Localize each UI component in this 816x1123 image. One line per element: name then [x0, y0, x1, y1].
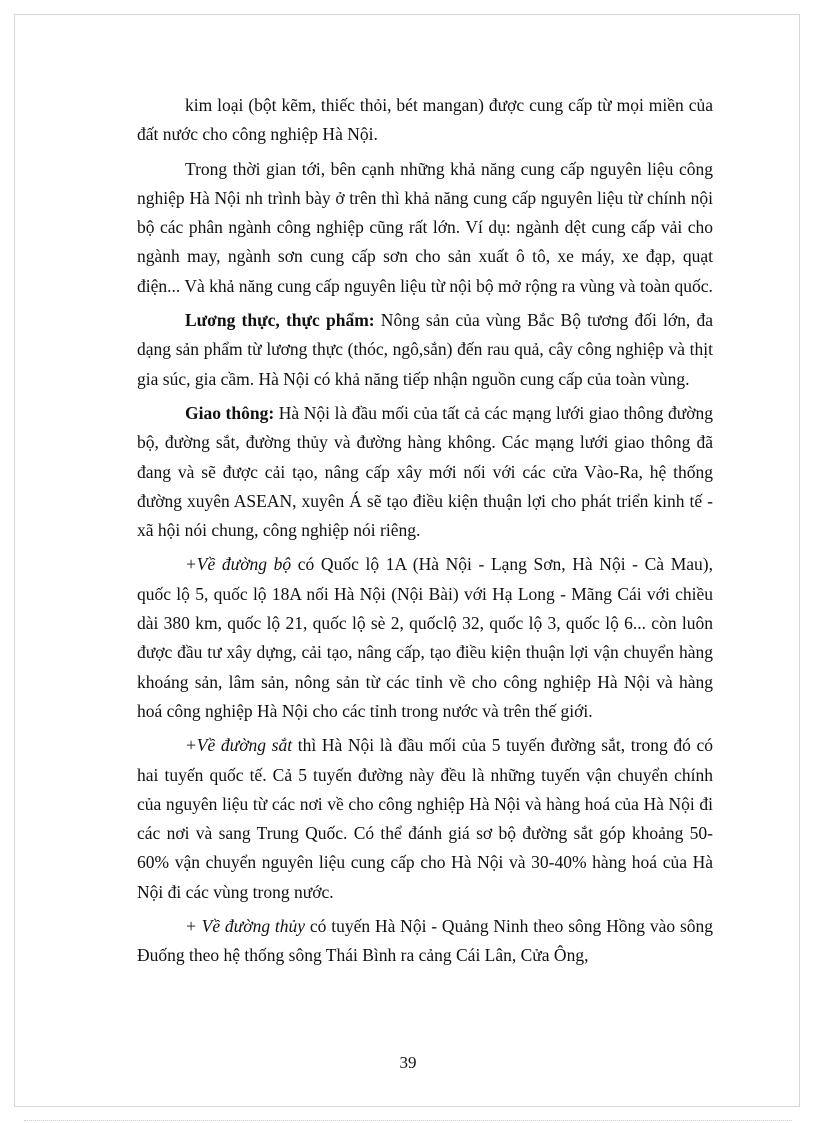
paragraph-road [137, 550, 713, 726]
section-lead-bold: Lương thực, thực phẩm: [185, 310, 375, 331]
paragraph-1 [137, 91, 713, 150]
section-lead-italic: +Về đường sắt [185, 735, 293, 756]
paragraph-text: có tuyến Hà Nội - Quảng Ninh theo sông Hồng vào sông Đuống theo hệ thống sông Thái Bình ra cảng Cái Lân, Cửa Ông, [137, 916, 713, 966]
paragraph-text: Nông sản của vùng Bắc Bộ tương đối lớn, đa dạng sản phẩm từ lương thực (thóc, ngô,sắn) đến rau quả, cây công nghiệp và thịt gia súc, gia cầm. Hà Nội có khả năng tiếp nhận nguồn cung cấp của toàn vùng. [137, 310, 713, 389]
paragraph-text: kim loại (bột kẽm, thiếc thỏi, bét mangan) được cung cấp từ mọi miền của đất nước cho công nghiệp Hà Nội. [137, 95, 713, 145]
section-lead-italic: +Về đường bộ [185, 554, 292, 575]
paragraph-2 [137, 155, 713, 301]
document-body [137, 91, 713, 971]
paragraph-waterway [137, 912, 713, 971]
section-lead-bold: Giao thông: [185, 402, 275, 423]
paragraph-text: Trong thời gian tới, bên cạnh những khả năng cung cấp nguyên liệu công nghiệp Hà Nội nh trình bày ở trên thì khả năng cung cấp nguyên liệu từ chính nội bộ các phân ngành công nghiệp cũng rất lớn. Ví dụ: ngành dệt cung cấp vải cho ngành may, ngành sơn cung cấp sơn cho sản xuất ô tô, xe máy, xe đạp, quạt điện... Và khả năng cung cấp nguyên liệu từ nội bộ mở rộng ra vùng và toàn quốc. [137, 158, 713, 296]
page-bottom-divider [24, 1120, 792, 1121]
paragraph-food-supply [137, 306, 713, 394]
paragraph-text: có Quốc lộ 1A (Hà Nội - Lạng Sơn, Hà Nội - Cà Mau), quốc lộ 5, quốc lộ 18A nối Hà Nội (Nội Bài) với Hạ Long - Mãng Cái với chiều dài 380 km, quốc lộ 21, quốc lộ sè 2, quốclộ 32, quốc lộ 3, quốc lộ 6... còn luôn được đầu tư xây dựng, cải tạo, nâng cấp, tạo điều kiện thuận lợi vận chuyển hàng khoáng sản, lâm sản, nông sản từ các tỉnh về cho công nghiệp Hà Nội và hàng hoá công nghiệp Hà Nội cho các tỉnh trong nước và trên thế giới. [137, 554, 713, 721]
paragraph-transport [137, 399, 713, 545]
section-lead-italic: + Về đường thủy [185, 916, 306, 937]
paragraph-text: Hà Nội là đầu mối của tất cả các mạng lưới giao thông đường bộ, đường sắt, đường thủy và đường hàng không. Các mạng lưới giao thông đã đang và sẽ được cải tạo, nâng cấp xây mới nối với các cửa Vào-Ra, hệ thống đường xuyên ASEAN, xuyên Á sẽ tạo điều kiện thuận lợi cho phát triển kinh tế - xã hội nói chung, công nghiệp nói riêng. [137, 402, 713, 541]
page-number: 39 [399, 1053, 417, 1072]
paragraph-text: thì Hà Nội là đầu mối của 5 tuyến đường sắt, trong đó có hai tuyến quốc tế. Cả 5 tuyến đường này đều là những tuyến vận chuyển chính của nguyên liệu từ các nơi về cho công nghiệp Hà Nội và hàng hoá của Hà Nội đi các nơi và sang Trung Quốc. Có thể đánh giá sơ bộ đường sắt góp khoảng 50-60% vận chuyển nguyên liệu cung cấp cho Hà Nội và 30-40% hàng hoá của Hà Nội đi các vùng trong nước. [137, 735, 713, 902]
paragraph-railway [137, 731, 713, 907]
